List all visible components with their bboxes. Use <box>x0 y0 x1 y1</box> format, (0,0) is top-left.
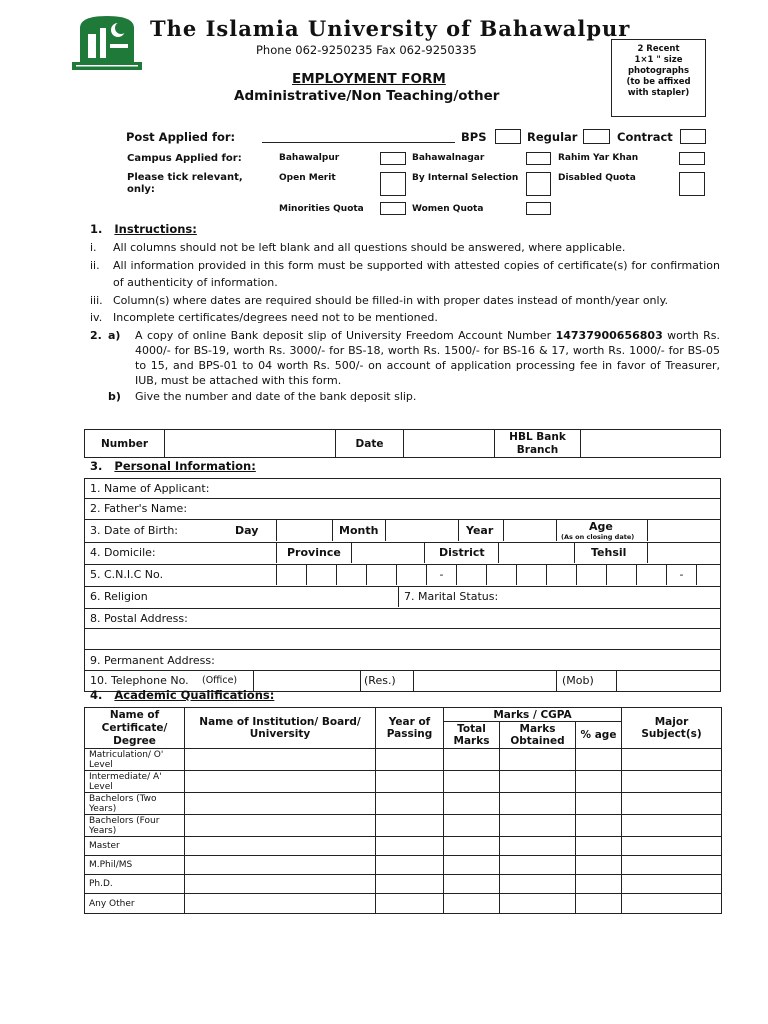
academic-cell[interactable] <box>376 875 444 894</box>
bank-number-field[interactable] <box>165 430 336 458</box>
instruction-item-2a <box>90 328 720 388</box>
academic-cell[interactable] <box>576 771 622 793</box>
cnic-digit-cell[interactable] <box>546 565 576 585</box>
marital-label: 7. Marital Status: <box>404 590 499 603</box>
district-label: District <box>439 546 485 559</box>
academic-cell[interactable] <box>576 837 622 856</box>
account-number: 14737900656803 <box>555 328 663 342</box>
age-field[interactable] <box>647 520 722 541</box>
dob-row <box>85 520 720 543</box>
academic-cell[interactable] <box>622 749 722 771</box>
applicant-name-row[interactable] <box>85 479 720 499</box>
day-field[interactable] <box>276 520 333 541</box>
academic-row <box>85 894 722 914</box>
province-cell <box>276 543 352 563</box>
academic-cell[interactable] <box>500 815 576 837</box>
section-number: 3. <box>90 459 103 473</box>
instruction-item <box>90 292 720 310</box>
academic-cell[interactable] <box>376 771 444 793</box>
instructions-list <box>90 239 720 405</box>
col-header-pct: % age <box>576 722 622 749</box>
cnic-digit-cell[interactable] <box>486 565 516 585</box>
academic-cell[interactable] <box>576 894 622 914</box>
cnic-digit-cell[interactable] <box>516 565 546 585</box>
age-note: (As on closing date) <box>561 533 635 541</box>
cnic-digit-cell[interactable] <box>336 565 366 585</box>
col-header-cert: Name of Certificate/ Degree <box>85 708 185 749</box>
photo-note-line: with stapler) <box>627 88 690 98</box>
year-label: Year <box>466 524 494 537</box>
academic-cell[interactable] <box>622 894 722 914</box>
instruction-num: 2. <box>90 328 102 342</box>
contract-label: Contract <box>617 130 673 144</box>
cnic-label: 5. C.N.I.C No. <box>90 568 164 581</box>
instruction-text: All information provided in this form must be supported with attested copies of certificate(s) for confirmation of authenticity of information. <box>113 258 720 289</box>
quota-checkbox-disabled[interactable] <box>679 172 705 196</box>
cnic-digit-cell[interactable] <box>696 565 726 585</box>
academic-row-label: Ph.D. <box>85 875 185 894</box>
section-title: Personal Information: <box>114 459 256 473</box>
instruction-text: All columns should not be left blank and all questions should be answered, where applicable. <box>113 241 626 254</box>
form-title: EMPLOYMENT FORM <box>292 71 446 87</box>
province-field[interactable] <box>350 543 425 563</box>
academic-cell[interactable] <box>185 815 376 837</box>
academic-cell[interactable] <box>444 815 500 837</box>
col-header-obtained: Marks Obtained <box>500 722 576 749</box>
academic-row-label: Matriculation/ O' Level <box>85 749 185 771</box>
academic-cell[interactable] <box>444 793 500 815</box>
academic-cell[interactable] <box>622 837 722 856</box>
photo-box <box>611 39 706 117</box>
instruction-item <box>90 257 720 292</box>
academic-cell[interactable] <box>622 815 722 837</box>
academic-cell[interactable] <box>576 856 622 875</box>
academic-cell[interactable] <box>376 856 444 875</box>
instruction-sub: b) <box>108 389 121 403</box>
academic-cell[interactable] <box>622 771 722 793</box>
district-field[interactable] <box>498 543 575 563</box>
marital-cell[interactable] <box>398 587 499 607</box>
section-title: Academic Qualifications: <box>114 688 275 702</box>
religion-row <box>85 587 720 609</box>
cnic-digit-cell[interactable] <box>576 565 606 585</box>
cnic-digit-cell[interactable] <box>636 565 666 585</box>
col-header-major: Major Subject(s) <box>622 708 722 749</box>
photo-note-line: photographs <box>627 66 690 76</box>
applicant-name-label: 1. Name of Applicant: <box>90 482 210 495</box>
personal-info-grid <box>84 478 721 692</box>
campus-label: Campus Applied for: <box>127 153 242 164</box>
cnic-digit-cell[interactable] <box>366 565 396 585</box>
cnic-digit-cell[interactable] <box>306 565 336 585</box>
permanent-address-label: 9. Permanent Address: <box>90 654 215 667</box>
campus-option-label: Bahawalnagar <box>412 153 485 163</box>
academic-heading <box>90 688 274 702</box>
tick-relevant-label: Please tick relevant, only: <box>127 172 243 195</box>
section-number: 1. <box>90 222 103 236</box>
academic-cell[interactable] <box>185 894 376 914</box>
academic-cell[interactable] <box>185 875 376 894</box>
col-header-total: Total Marks <box>444 722 500 749</box>
month-field[interactable] <box>385 520 459 541</box>
res-label: (Res.) <box>364 674 396 687</box>
age-label: Age <box>589 520 613 533</box>
instruction-item <box>90 309 720 327</box>
domicile-row <box>85 543 720 565</box>
academic-cell[interactable] <box>444 749 500 771</box>
academic-cell[interactable] <box>576 875 622 894</box>
academic-cell[interactable] <box>500 856 576 875</box>
academic-row <box>85 771 722 793</box>
academic-cell[interactable] <box>444 771 500 793</box>
photo-note-line: 1×1 " size <box>634 55 683 65</box>
campus-checkbox-rahim-yar-khan[interactable] <box>679 152 705 165</box>
academic-rows <box>85 749 722 914</box>
mob-phone-field[interactable] <box>616 671 722 691</box>
academic-table <box>84 707 722 914</box>
instruction-item <box>90 239 720 257</box>
instruction-num: iii. <box>90 293 103 307</box>
bank-branch-field[interactable] <box>581 430 721 458</box>
cnic-row <box>85 565 720 587</box>
academic-cell[interactable] <box>444 856 500 875</box>
academic-cell[interactable] <box>500 894 576 914</box>
month-label: Month <box>339 524 379 537</box>
academic-cell[interactable] <box>500 837 576 856</box>
col-header-marks: Marks / CGPA <box>444 708 622 722</box>
academic-cell[interactable] <box>576 793 622 815</box>
campus-option-label: Bahawalpur <box>279 153 340 163</box>
academic-row-label: Any Other <box>85 894 185 914</box>
postal-address-label: 8. Postal Address: <box>90 612 188 625</box>
academic-row <box>85 793 722 815</box>
personal-heading <box>90 459 256 473</box>
col-header-year: Year of Passing <box>376 708 444 749</box>
quota-checkbox-women[interactable] <box>526 202 551 215</box>
mob-label: (Mob) <box>562 674 594 687</box>
cnic-dash: - <box>426 565 456 585</box>
year-field[interactable] <box>503 520 557 541</box>
cnic-digit-cell[interactable] <box>276 565 306 585</box>
academic-row <box>85 856 722 875</box>
instruction-num: i. <box>90 241 97 254</box>
academic-row <box>85 749 722 771</box>
domicile-label: 4. Domicile: <box>90 546 156 559</box>
campus-option-label: Rahim Yar Khan <box>558 153 639 163</box>
res-phone-field[interactable] <box>413 671 557 691</box>
photo-note-line: 2 Recent <box>637 44 680 54</box>
university-logo <box>72 14 142 70</box>
regular-label: Regular <box>527 130 578 144</box>
post-applied-label: Post Applied for: <box>126 130 236 144</box>
regular-checkbox[interactable] <box>583 129 610 144</box>
post-applied-input[interactable] <box>262 128 455 143</box>
bank-date-label: Date <box>336 430 404 458</box>
academic-row-label: Intermediate/ A' Level <box>85 771 185 793</box>
bank-number-label: Number <box>85 430 165 458</box>
academic-row-label: M.Phil/MS <box>85 856 185 875</box>
academic-cell[interactable] <box>376 749 444 771</box>
religion-label: 6. Religion <box>90 590 148 603</box>
academic-cell[interactable] <box>185 837 376 856</box>
cnic-digit-cell[interactable] <box>396 565 426 585</box>
instruction-text: worth Rs. 4000/- for BS-19, worth Rs. 3000/- for BS-18, worth Rs. 1500/- for BS-16 & 17, worth Rs. 1000/- for BS-05 to 15, and BPS-01 to 04 worth Rs. 500/- on account of application processing fee in favor of Treasurer, IUB, must be attached with this form. <box>135 328 721 387</box>
father-name-label: 2. Father's Name: <box>90 502 188 515</box>
academic-cell[interactable] <box>444 837 500 856</box>
academic-cell[interactable] <box>622 875 722 894</box>
section-title: Instructions: <box>114 222 197 236</box>
campus-checkbox-bahawalpur[interactable] <box>380 152 406 165</box>
bank-branch-label: HBL Bank Branch <box>495 430 581 458</box>
postal-address-line2[interactable] <box>85 629 720 650</box>
university-name: The Islamia University of Bahawalpur <box>150 16 631 41</box>
bps-box[interactable] <box>495 129 521 144</box>
quota-option-label: Open Merit <box>279 173 336 183</box>
academic-cell[interactable] <box>622 856 722 875</box>
cnic-digit-cell[interactable] <box>456 565 486 585</box>
campus-checkbox-bahawalnagar[interactable] <box>526 152 551 165</box>
quota-checkbox-internal[interactable] <box>526 172 551 196</box>
form-subtitle: Administrative/Non Teaching/other <box>234 88 500 104</box>
province-label: Province <box>287 546 341 559</box>
cnic-digit-cell[interactable] <box>606 565 636 585</box>
instruction-num: ii. <box>90 258 100 272</box>
academic-cell[interactable] <box>622 793 722 815</box>
academic-cell[interactable] <box>500 793 576 815</box>
academic-cell[interactable] <box>500 771 576 793</box>
instruction-text: Column(s) where dates are required should be filled-in with proper dates instead of month/year only. <box>113 293 669 307</box>
academic-cell[interactable] <box>576 749 622 771</box>
academic-row <box>85 837 722 856</box>
quota-option-label: Minorities Quota <box>279 204 364 214</box>
quota-option-label: Women Quota <box>412 204 484 214</box>
instruction-text: Give the number and date of the bank deposit slip. <box>135 389 417 403</box>
permanent-address-row[interactable] <box>85 650 720 671</box>
academic-cell[interactable] <box>185 856 376 875</box>
academic-row <box>85 815 722 837</box>
tehsil-field[interactable] <box>647 543 722 563</box>
academic-row-label: Bachelors (Four Years) <box>85 815 185 837</box>
instruction-text: A copy of online Bank deposit slip of University Freedom Account Number <box>135 328 552 342</box>
academic-row-label: Bachelors (Two Years) <box>85 793 185 815</box>
postal-address-row[interactable] <box>85 609 720 629</box>
cnic-dash: - <box>666 565 696 585</box>
bps-label: BPS <box>461 130 487 144</box>
instruction-text: Incomplete certificates/degrees need not to be mentioned. <box>113 311 438 324</box>
bank-slip-table <box>84 429 721 458</box>
academic-cell[interactable] <box>185 771 376 793</box>
academic-cell[interactable] <box>444 875 500 894</box>
quota-checkbox-open-merit[interactable] <box>380 172 406 196</box>
telephone-label: 10. Telephone No. <box>90 674 189 687</box>
day-label: Day <box>235 524 259 537</box>
academic-cell[interactable] <box>185 749 376 771</box>
academic-cell[interactable] <box>185 793 376 815</box>
dob-label: 3. Date of Birth: <box>90 524 178 537</box>
quota-option-label: By Internal Selection <box>412 173 519 183</box>
instruction-num: iv. <box>90 311 103 324</box>
academic-cell[interactable] <box>376 894 444 914</box>
tehsil-label: Tehsil <box>591 546 627 559</box>
quota-option-label: Disabled Quota <box>558 173 636 183</box>
phone-fax: Phone 062-9250235 Fax 062-9250335 <box>256 43 477 57</box>
col-header-institution: Name of Institution/ Board/ University <box>185 708 376 749</box>
academic-cell[interactable] <box>376 793 444 815</box>
father-name-row[interactable] <box>85 499 720 520</box>
photo-note-line: (to be affixed <box>626 77 691 87</box>
instruction-sub: a) <box>108 328 121 342</box>
academic-cell[interactable] <box>376 815 444 837</box>
instruction-item-2b <box>90 388 720 405</box>
academic-cell[interactable] <box>376 837 444 856</box>
academic-cell[interactable] <box>444 894 500 914</box>
academic-cell[interactable] <box>500 875 576 894</box>
academic-cell[interactable] <box>500 749 576 771</box>
section-number: 4. <box>90 688 103 702</box>
bank-date-field[interactable] <box>404 430 495 458</box>
office-label: (Office) <box>202 675 238 686</box>
quota-checkbox-minorities[interactable] <box>380 202 406 215</box>
contract-checkbox[interactable] <box>680 129 706 144</box>
academic-cell[interactable] <box>576 815 622 837</box>
instructions-heading <box>90 222 197 236</box>
academic-row <box>85 875 722 894</box>
academic-row-label: Master <box>85 837 185 856</box>
